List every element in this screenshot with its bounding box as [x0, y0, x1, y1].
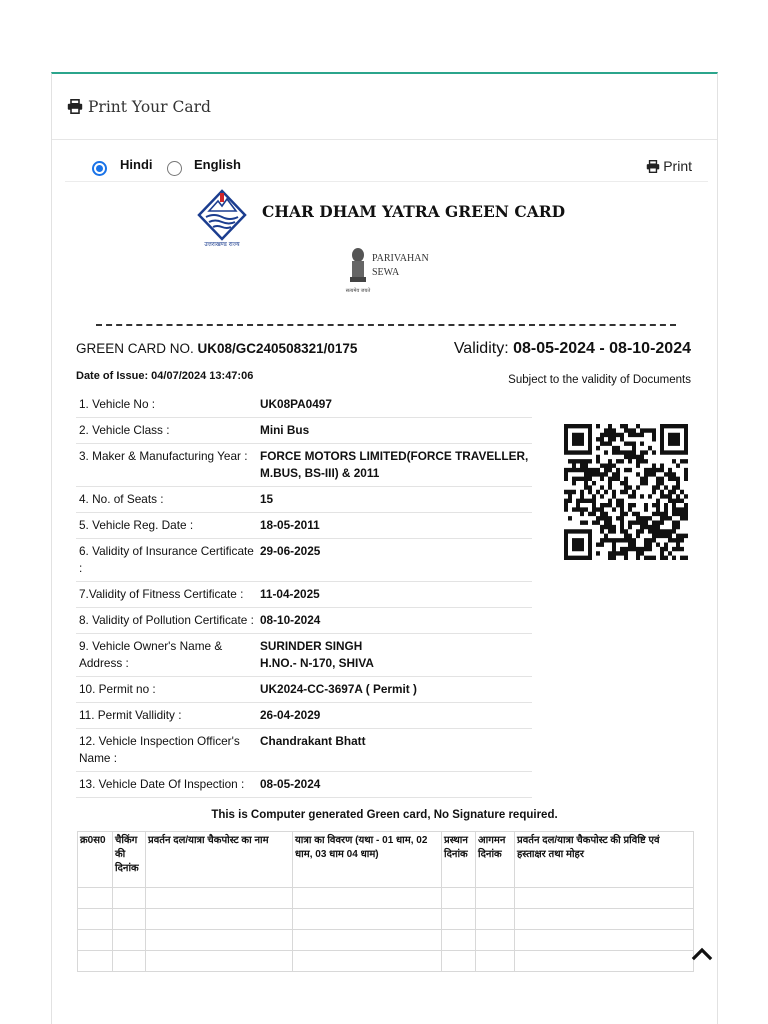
table-cell — [146, 930, 293, 951]
table-cell — [476, 888, 515, 909]
detail-label: 3. Maker & Manufacturing Year : — [76, 444, 257, 487]
table-cell — [293, 930, 442, 951]
print-card-panel — [51, 72, 718, 1024]
detail-label: 5. Vehicle Reg. Date : — [76, 513, 257, 539]
table-cell — [78, 888, 113, 909]
detail-value: Chandrakant Bhatt — [257, 729, 532, 772]
panel-title: Print Your Card — [88, 97, 211, 116]
print-button[interactable] — [646, 158, 692, 174]
dashed-divider — [96, 324, 676, 326]
column-header: यात्रा का विवरण (यथा - 01 धाम, 02 धाम, 03 धाम 04 धाम) — [293, 832, 442, 888]
table-cell — [515, 888, 694, 909]
subject-note: Subject to the validity of Documents — [508, 374, 691, 386]
detail-label: 8. Validity of Pollution Certificate : — [76, 608, 257, 634]
detail-label: 2. Vehicle Class : — [76, 418, 257, 444]
table-row — [76, 392, 532, 418]
column-header: क्र0स0 — [78, 832, 113, 888]
radio-english[interactable] — [167, 161, 182, 176]
table-row — [78, 888, 694, 909]
table-cell — [146, 909, 293, 930]
print-label[interactable]: Print — [663, 158, 692, 174]
table-cell — [293, 888, 442, 909]
table-row — [76, 729, 532, 772]
detail-value: 26-04-2029 — [257, 703, 532, 729]
printer-icon — [646, 160, 660, 173]
detail-value: 08-05-2024 — [257, 772, 532, 798]
table-row — [78, 909, 694, 930]
table-row — [76, 772, 532, 798]
detail-label: 1. Vehicle No : — [76, 392, 257, 418]
detail-value: FORCE MOTORS LIMITED(FORCE TRAVELLER, M.BUS, BS-III) & 2011 — [257, 444, 532, 487]
table-cell — [442, 951, 476, 972]
table-header-row — [78, 832, 694, 888]
detail-label: 6. Validity of Insurance Certificate : — [76, 539, 257, 582]
detail-value: UK2024-CC-3697A ( Permit ) — [257, 677, 532, 703]
table-row — [76, 677, 532, 703]
checkpost-log-table — [77, 831, 694, 972]
label-english[interactable]: English — [194, 157, 241, 172]
table-cell — [113, 951, 146, 972]
detail-value: 15 — [257, 487, 532, 513]
validity-value: 08-05-2024 - 08-10-2024 — [513, 340, 691, 357]
national-emblem-icon — [345, 246, 371, 296]
detail-label: 7.Validity of Fitness Certificate : — [76, 582, 257, 608]
card-title: CHAR DHAM YATRA GREEN CARD — [262, 202, 566, 221]
detail-value — [257, 634, 532, 677]
table-row — [76, 418, 532, 444]
parivahan-line1: PARIVAHAN — [372, 253, 429, 264]
table-cell — [113, 888, 146, 909]
table-cell — [476, 930, 515, 951]
green-card-label: GREEN CARD NO. — [76, 341, 198, 356]
detail-value: 08-10-2024 — [257, 608, 532, 634]
printer-icon — [67, 99, 83, 114]
detail-value: 18-05-2011 — [257, 513, 532, 539]
table-row — [78, 930, 694, 951]
parivahan-line2: SEWA — [372, 267, 400, 278]
table-cell — [442, 888, 476, 909]
validity — [454, 340, 691, 358]
table-row — [76, 487, 532, 513]
detail-value: 29-06-2025 — [257, 539, 532, 582]
date-of-issue: Date of Issue: 04/07/2024 13:47:06 — [76, 370, 254, 382]
label-hindi[interactable]: Hindi — [120, 157, 153, 172]
table-row — [76, 634, 532, 677]
emblem-caption: सत्यमेव जयते — [345, 288, 371, 294]
table-cell — [78, 951, 113, 972]
table-row — [76, 582, 532, 608]
scroll-to-top-icon[interactable] — [692, 946, 712, 960]
table-row — [76, 608, 532, 634]
detail-value: 11-04-2025 — [257, 582, 532, 608]
table-cell — [293, 951, 442, 972]
qr-modules — [564, 424, 688, 560]
detail-label: 9. Vehicle Owner's Name & Address : — [76, 634, 257, 677]
radio-hindi[interactable] — [92, 161, 107, 176]
owner-name: SURINDER SINGH — [260, 639, 363, 653]
column-header: आगमन दिनांक — [476, 832, 515, 888]
table-cell — [442, 909, 476, 930]
logo-caption: उत्तराखण्ड राज्य — [204, 241, 240, 248]
table-cell — [476, 951, 515, 972]
table-cell — [515, 909, 694, 930]
table-cell — [113, 930, 146, 951]
column-header: चैकिंग की दिनांक — [113, 832, 146, 888]
table-cell — [515, 930, 694, 951]
owner-address: H.NO.- N-170, SHIVA — [260, 656, 374, 670]
green-card-value: UK08/GC240508321/0175 — [197, 341, 358, 356]
table-row — [76, 703, 532, 729]
green-card-number — [76, 341, 357, 356]
qr-code — [564, 424, 688, 560]
detail-value: Mini Bus — [257, 418, 532, 444]
detail-label: 11. Permit Vallidity : — [76, 703, 257, 729]
detail-label: 10. Permit no : — [76, 677, 257, 703]
table-cell — [146, 951, 293, 972]
table-row — [76, 513, 532, 539]
vehicle-details-table — [76, 392, 532, 798]
table-cell — [476, 909, 515, 930]
validity-label: Validity: — [453, 340, 514, 357]
table-cell — [442, 930, 476, 951]
table-cell — [515, 951, 694, 972]
table-row — [78, 951, 694, 972]
column-header: प्रवर्तन दल/यात्रा चैकपोस्ट का नाम — [146, 832, 293, 888]
table-cell — [113, 909, 146, 930]
table-cell — [78, 930, 113, 951]
detail-label: 13. Vehicle Date Of Inspection : — [76, 772, 257, 798]
table-row — [76, 444, 532, 487]
detail-value: UK08PA0497 — [257, 392, 532, 418]
panel-header — [52, 74, 717, 140]
language-selector — [65, 152, 708, 182]
table-row — [76, 539, 532, 582]
table-cell — [293, 909, 442, 930]
parivahan-sewa-logo — [372, 252, 429, 280]
detail-label: 12. Vehicle Inspection Officer's Name : — [76, 729, 257, 772]
uttarakhand-logo — [196, 189, 248, 247]
column-header: प्रवर्तन दल/यात्रा चैकपोस्ट की प्रविष्टि एवं हस्ताक्षर तथा मोहर — [515, 832, 694, 888]
computer-generated-note: This is Computer generated Green card, No Signature required. — [211, 809, 558, 821]
detail-label: 4. No. of Seats : — [76, 487, 257, 513]
table-cell — [146, 888, 293, 909]
table-cell — [78, 909, 113, 930]
column-header: प्रस्थान दिनांक — [442, 832, 476, 888]
